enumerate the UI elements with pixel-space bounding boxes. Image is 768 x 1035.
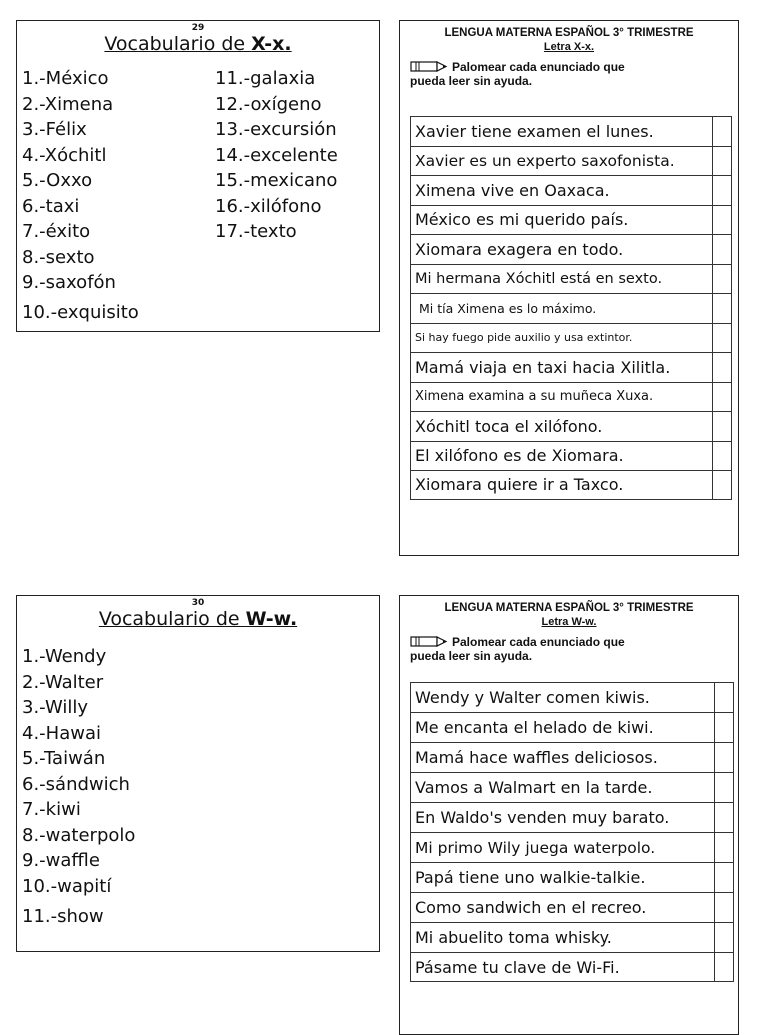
check-box[interactable] [714, 953, 733, 981]
sentence-text: México es mi querido país. [415, 210, 629, 230]
check-box[interactable] [712, 471, 731, 499]
sentence-text: Si hay fuego pide auxilio y usa extintor. [415, 331, 633, 345]
sentence-text: Vamos a Walmart en la tarde. [415, 778, 653, 797]
sentence-row [410, 264, 732, 294]
word-column-2 [215, 66, 338, 245]
sentence-text: Papá tiene uno walkie-talkie. [415, 868, 646, 887]
vocab-word: 9.-saxofón [22, 272, 116, 293]
sentence-text: Como sandwich en el recreo. [415, 898, 647, 917]
check-box[interactable] [714, 833, 733, 862]
check-box[interactable] [714, 683, 733, 712]
sentence-text: Wendy y Walter comen kiwis. [415, 688, 650, 707]
instruction-line-1: Palomear cada enunciado que [452, 635, 625, 650]
vocab-word: 11.-show [22, 906, 104, 927]
worksheet-subtitle: Letra X-x. [543, 41, 595, 53]
sentence-text: En Waldo's venden muy barato. [415, 808, 670, 827]
sentence-text: Xiomara quiere ir a Taxco. [415, 475, 624, 495]
vocab-word: 6.-sándwich [22, 773, 130, 795]
vocab-word: 3.-Willy [22, 697, 88, 718]
sentence-text: Ximena vive en Oaxaca. [415, 180, 610, 200]
sentence-row [410, 441, 732, 471]
sentence-row [410, 892, 734, 922]
vocab-word: 1.-Wendy [22, 646, 107, 667]
check-box[interactable] [714, 863, 733, 892]
vocab-word: 11.-galaxia [215, 68, 316, 89]
sentence-text: Mamá viaja en taxi hacia Xilitla. [415, 357, 671, 377]
sentence-text: El xilófono es de Xiomara. [415, 446, 624, 466]
title-letter: W-w. [245, 608, 298, 630]
sentence-row [410, 323, 732, 353]
sentence-row [410, 742, 734, 772]
check-box[interactable] [714, 893, 733, 922]
check-box[interactable] [712, 383, 731, 412]
sentence-text: Me encanta el helado de kiwi. [415, 718, 654, 737]
pencil-icon [410, 61, 448, 75]
reading-card-w [399, 595, 739, 1035]
vocabulary-card-w [16, 595, 380, 952]
check-box[interactable] [712, 235, 731, 264]
vocab-word: 14.-excelente [215, 144, 338, 166]
vocab-word: 9.-waffle [22, 850, 100, 871]
sentence-row [410, 862, 734, 892]
title-prefix: Vocabulario de [104, 33, 252, 55]
vocab-word: 13.-excursión [215, 119, 337, 140]
vocab-word: 4.-Xóchitl [22, 144, 107, 166]
sentence-text: Xavier tiene examen el lunes. [415, 121, 654, 141]
sentence-row [410, 293, 732, 323]
sentence-row [410, 712, 734, 742]
sentence-row [410, 205, 732, 235]
word-column-1 [22, 644, 135, 930]
sentence-text: Mi abuelito toma whisky. [415, 928, 612, 947]
sentence-row [410, 802, 734, 832]
vocab-word: 17.-texto [215, 221, 297, 242]
vocab-word: 16.-xilófono [215, 195, 322, 217]
instruction [400, 54, 738, 88]
pencil-icon [410, 636, 448, 650]
check-box[interactable] [714, 803, 733, 832]
check-box[interactable] [712, 206, 731, 235]
vocab-word: 12.-oxígeno [215, 93, 322, 115]
sentence-row [410, 234, 732, 264]
title-prefix: Vocabulario de [98, 608, 246, 630]
check-box[interactable] [712, 265, 731, 294]
sentence-row [410, 922, 734, 952]
check-box[interactable] [712, 353, 731, 382]
sentence-row [410, 146, 732, 176]
sentence-row [410, 411, 732, 441]
sentence-row [410, 772, 734, 802]
vocabulary-card-x [16, 20, 380, 332]
worksheet-subtitle: Letra W-w. [541, 616, 597, 628]
vocab-word: 8.-sexto [22, 246, 95, 268]
sentence-row [410, 832, 734, 862]
worksheet-header: LENGUA MATERNA ESPAÑOL 3° TRIMESTRE [444, 602, 694, 614]
vocab-word: 15.-mexicano [215, 170, 338, 191]
check-box[interactable] [712, 176, 731, 205]
vocab-word: 2.-Ximena [22, 93, 114, 115]
sentence-row [410, 382, 732, 412]
check-box[interactable] [714, 773, 733, 802]
vocab-word: 1.-México [22, 68, 109, 89]
check-box[interactable] [714, 713, 733, 742]
sentence-text: Pásame tu clave de Wi-Fi. [415, 957, 620, 977]
page-number: 30 [191, 598, 205, 608]
sentence-text: Mi primo Wily juega waterpolo. [415, 838, 656, 857]
sentence-row [410, 175, 732, 205]
check-box[interactable] [712, 117, 731, 146]
check-box[interactable] [712, 442, 731, 471]
title-letter: X-x. [251, 33, 292, 55]
instruction-line-2: pueda leer sin ayuda. [410, 74, 533, 88]
sentence-text: Ximena examina a su muñeca Xuxa. [415, 389, 654, 405]
word-column-1 [22, 66, 139, 325]
sentence-text: Mi hermana Xóchitl está en sexto. [415, 270, 663, 287]
check-box[interactable] [714, 743, 733, 772]
vocab-word: 7.-kiwi [22, 799, 81, 820]
sentence-row [410, 352, 732, 382]
sentence-row [410, 682, 734, 712]
sentence-text: Mamá hace waffles deliciosos. [415, 748, 658, 767]
check-box[interactable] [714, 923, 733, 952]
instruction-line-1: Palomear cada enunciado que [452, 60, 625, 75]
vocab-word: 10.-wapití [22, 875, 112, 897]
check-box[interactable] [712, 412, 731, 441]
vocab-word: 4.-Hawai [22, 722, 101, 744]
vocab-word: 8.-waterpolo [22, 824, 136, 846]
worksheet-header: LENGUA MATERNA ESPAÑOL 3° TRIMESTRE [444, 27, 694, 39]
sentence-row [410, 470, 732, 500]
vocab-word: 5.-Taiwán [22, 748, 106, 769]
vocab-word: 6.-taxi [22, 195, 80, 217]
sentence-row [410, 116, 732, 146]
sentence-text: Xiomara exagera en todo. [415, 239, 624, 259]
vocab-word: 3.-Félix [22, 119, 87, 140]
sentence-table [410, 116, 732, 500]
sentence-text: Mi tía Ximena es lo máximo. [419, 300, 597, 316]
vocabulary-title [17, 33, 379, 55]
check-box[interactable] [712, 324, 731, 353]
instruction [400, 629, 738, 663]
sentence-text: Xóchitl toca el xilófono. [415, 416, 603, 436]
sentence-row [410, 952, 734, 982]
vocab-word: 2.-Walter [22, 671, 104, 693]
reading-card-x [399, 20, 739, 556]
page-number: 29 [191, 23, 205, 33]
vocab-word: 5.-Oxxo [22, 170, 93, 191]
vocabulary-title [17, 608, 379, 630]
instruction-line-2: pueda leer sin ayuda. [410, 649, 533, 663]
vocab-word: 7.-éxito [22, 221, 91, 242]
vocab-word: 10.-exquisito [22, 301, 139, 323]
sentence-table [410, 682, 734, 982]
check-box[interactable] [712, 294, 731, 323]
sentence-text: Xavier es un experto saxofonista. [415, 151, 675, 170]
check-box[interactable] [712, 147, 731, 176]
